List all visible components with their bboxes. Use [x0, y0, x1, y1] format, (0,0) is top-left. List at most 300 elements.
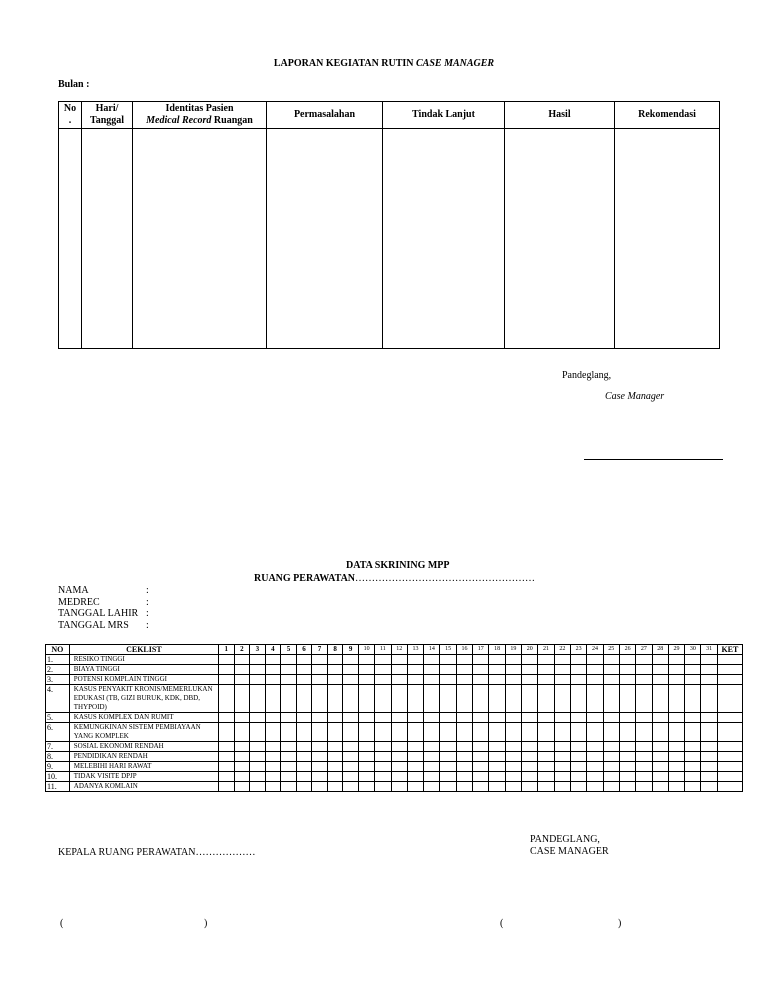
check-cell[interactable] [296, 772, 312, 782]
check-cell[interactable] [701, 713, 717, 723]
check-cell[interactable] [587, 685, 603, 713]
check-cell[interactable] [375, 675, 391, 685]
check-cell[interactable] [219, 772, 235, 782]
check-cell[interactable] [250, 713, 266, 723]
check-cell[interactable] [652, 782, 668, 792]
check-cell[interactable] [312, 772, 328, 782]
check-cell[interactable] [685, 665, 701, 675]
check-cell[interactable] [489, 675, 505, 685]
check-cell[interactable] [636, 655, 652, 665]
check-cell[interactable] [456, 665, 472, 675]
check-cell[interactable] [281, 742, 297, 752]
check-cell[interactable] [327, 752, 343, 762]
report-cell[interactable] [505, 129, 615, 349]
check-cell[interactable] [522, 685, 538, 713]
check-cell[interactable] [265, 772, 281, 782]
check-cell[interactable] [391, 782, 407, 792]
check-cell[interactable] [296, 723, 312, 742]
check-cell[interactable] [391, 713, 407, 723]
check-cell[interactable] [685, 772, 701, 782]
check-cell[interactable] [554, 723, 570, 742]
check-cell[interactable] [219, 762, 235, 772]
check-cell[interactable] [312, 742, 328, 752]
check-cell[interactable] [685, 762, 701, 772]
check-cell[interactable] [554, 675, 570, 685]
check-cell[interactable] [668, 762, 684, 772]
check-cell[interactable] [636, 723, 652, 742]
check-cell[interactable] [281, 655, 297, 665]
check-cell[interactable] [456, 713, 472, 723]
check-cell[interactable] [636, 782, 652, 792]
check-cell[interactable] [440, 675, 456, 685]
check-cell[interactable] [456, 655, 472, 665]
check-cell[interactable] [668, 713, 684, 723]
check-cell[interactable] [603, 713, 619, 723]
check-cell[interactable] [554, 685, 570, 713]
check-cell[interactable] [391, 762, 407, 772]
check-cell[interactable] [522, 782, 538, 792]
check-cell[interactable] [619, 723, 635, 742]
check-cell[interactable] [473, 723, 489, 742]
check-cell[interactable] [489, 742, 505, 752]
check-cell[interactable] [281, 675, 297, 685]
check-cell[interactable] [652, 665, 668, 675]
check-cell[interactable] [424, 772, 440, 782]
check-cell[interactable] [250, 723, 266, 742]
check-cell[interactable] [668, 752, 684, 762]
check-cell[interactable] [250, 762, 266, 772]
check-cell[interactable] [538, 685, 554, 713]
check-cell[interactable] [554, 655, 570, 665]
check-cell[interactable] [522, 772, 538, 782]
check-cell[interactable] [652, 752, 668, 762]
check-cell[interactable] [312, 782, 328, 792]
check-cell[interactable] [424, 782, 440, 792]
check-cell[interactable] [570, 742, 586, 752]
check-cell[interactable] [456, 723, 472, 742]
check-cell[interactable] [265, 685, 281, 713]
check-cell[interactable] [424, 655, 440, 665]
check-cell[interactable] [281, 762, 297, 772]
check-cell[interactable] [265, 723, 281, 742]
check-cell[interactable] [407, 762, 423, 772]
check-cell[interactable] [554, 752, 570, 762]
check-cell[interactable] [265, 762, 281, 772]
check-cell[interactable] [603, 723, 619, 742]
ket-cell[interactable] [717, 762, 742, 772]
check-cell[interactable] [473, 782, 489, 792]
check-cell[interactable] [505, 665, 521, 675]
check-cell[interactable] [281, 752, 297, 762]
report-cell[interactable] [615, 129, 720, 349]
check-cell[interactable] [265, 675, 281, 685]
check-cell[interactable] [358, 655, 374, 665]
check-cell[interactable] [570, 762, 586, 772]
check-cell[interactable] [603, 665, 619, 675]
check-cell[interactable] [603, 752, 619, 762]
check-cell[interactable] [234, 675, 250, 685]
check-cell[interactable] [343, 782, 359, 792]
check-cell[interactable] [538, 665, 554, 675]
check-cell[interactable] [652, 742, 668, 752]
check-cell[interactable] [250, 752, 266, 762]
check-cell[interactable] [440, 655, 456, 665]
check-cell[interactable] [327, 713, 343, 723]
check-cell[interactable] [375, 742, 391, 752]
check-cell[interactable] [668, 675, 684, 685]
check-cell[interactable] [424, 665, 440, 675]
check-cell[interactable] [219, 752, 235, 762]
check-cell[interactable] [234, 685, 250, 713]
check-cell[interactable] [407, 655, 423, 665]
check-cell[interactable] [652, 685, 668, 713]
check-cell[interactable] [456, 752, 472, 762]
check-cell[interactable] [391, 752, 407, 762]
check-cell[interactable] [473, 762, 489, 772]
check-cell[interactable] [619, 772, 635, 782]
check-cell[interactable] [685, 742, 701, 752]
check-cell[interactable] [685, 723, 701, 742]
check-cell[interactable] [603, 685, 619, 713]
check-cell[interactable] [327, 742, 343, 752]
check-cell[interactable] [424, 685, 440, 713]
check-cell[interactable] [407, 752, 423, 762]
check-cell[interactable] [668, 782, 684, 792]
check-cell[interactable] [685, 713, 701, 723]
check-cell[interactable] [375, 762, 391, 772]
ket-cell[interactable] [717, 655, 742, 665]
check-cell[interactable] [440, 723, 456, 742]
check-cell[interactable] [250, 675, 266, 685]
check-cell[interactable] [636, 762, 652, 772]
check-cell[interactable] [327, 685, 343, 713]
check-cell[interactable] [701, 665, 717, 675]
report-cell[interactable] [59, 129, 82, 349]
check-cell[interactable] [358, 713, 374, 723]
check-cell[interactable] [505, 713, 521, 723]
ket-cell[interactable] [717, 713, 742, 723]
check-cell[interactable] [375, 772, 391, 782]
check-cell[interactable] [358, 772, 374, 782]
check-cell[interactable] [281, 685, 297, 713]
check-cell[interactable] [296, 762, 312, 772]
check-cell[interactable] [312, 685, 328, 713]
check-cell[interactable] [570, 655, 586, 665]
report-cell[interactable] [133, 129, 267, 349]
check-cell[interactable] [375, 782, 391, 792]
check-cell[interactable] [343, 665, 359, 675]
check-cell[interactable] [636, 742, 652, 752]
check-cell[interactable] [619, 655, 635, 665]
check-cell[interactable] [489, 752, 505, 762]
check-cell[interactable] [440, 752, 456, 762]
check-cell[interactable] [407, 675, 423, 685]
check-cell[interactable] [250, 772, 266, 782]
check-cell[interactable] [489, 782, 505, 792]
check-cell[interactable] [587, 675, 603, 685]
check-cell[interactable] [358, 675, 374, 685]
check-cell[interactable] [554, 665, 570, 675]
check-cell[interactable] [219, 742, 235, 752]
check-cell[interactable] [473, 665, 489, 675]
ket-cell[interactable] [717, 665, 742, 675]
check-cell[interactable] [668, 742, 684, 752]
check-cell[interactable] [587, 665, 603, 675]
check-cell[interactable] [522, 723, 538, 742]
check-cell[interactable] [619, 752, 635, 762]
check-cell[interactable] [505, 782, 521, 792]
check-cell[interactable] [219, 782, 235, 792]
check-cell[interactable] [668, 665, 684, 675]
check-cell[interactable] [343, 713, 359, 723]
check-cell[interactable] [327, 665, 343, 675]
check-cell[interactable] [668, 655, 684, 665]
check-cell[interactable] [570, 675, 586, 685]
check-cell[interactable] [473, 655, 489, 665]
check-cell[interactable] [265, 752, 281, 762]
check-cell[interactable] [358, 762, 374, 772]
check-cell[interactable] [685, 752, 701, 762]
check-cell[interactable] [440, 713, 456, 723]
check-cell[interactable] [456, 762, 472, 772]
check-cell[interactable] [538, 713, 554, 723]
check-cell[interactable] [391, 772, 407, 782]
check-cell[interactable] [473, 752, 489, 762]
check-cell[interactable] [424, 762, 440, 772]
check-cell[interactable] [701, 723, 717, 742]
check-cell[interactable] [538, 723, 554, 742]
check-cell[interactable] [505, 762, 521, 772]
check-cell[interactable] [538, 782, 554, 792]
check-cell[interactable] [701, 742, 717, 752]
check-cell[interactable] [358, 742, 374, 752]
check-cell[interactable] [619, 685, 635, 713]
check-cell[interactable] [701, 675, 717, 685]
check-cell[interactable] [619, 762, 635, 772]
check-cell[interactable] [636, 772, 652, 782]
check-cell[interactable] [407, 723, 423, 742]
check-cell[interactable] [456, 772, 472, 782]
check-cell[interactable] [636, 675, 652, 685]
check-cell[interactable] [587, 782, 603, 792]
check-cell[interactable] [219, 655, 235, 665]
check-cell[interactable] [701, 685, 717, 713]
check-cell[interactable] [554, 772, 570, 782]
check-cell[interactable] [407, 782, 423, 792]
ket-cell[interactable] [717, 723, 742, 742]
check-cell[interactable] [456, 685, 472, 713]
check-cell[interactable] [281, 713, 297, 723]
check-cell[interactable] [296, 742, 312, 752]
check-cell[interactable] [636, 665, 652, 675]
check-cell[interactable] [538, 655, 554, 665]
check-cell[interactable] [343, 742, 359, 752]
check-cell[interactable] [489, 685, 505, 713]
check-cell[interactable] [685, 655, 701, 665]
check-cell[interactable] [603, 742, 619, 752]
ket-cell[interactable] [717, 742, 742, 752]
check-cell[interactable] [327, 772, 343, 782]
check-cell[interactable] [234, 782, 250, 792]
check-cell[interactable] [505, 685, 521, 713]
check-cell[interactable] [587, 752, 603, 762]
check-cell[interactable] [619, 675, 635, 685]
check-cell[interactable] [538, 772, 554, 782]
check-cell[interactable] [440, 772, 456, 782]
check-cell[interactable] [473, 742, 489, 752]
check-cell[interactable] [265, 655, 281, 665]
check-cell[interactable] [343, 655, 359, 665]
check-cell[interactable] [619, 742, 635, 752]
check-cell[interactable] [250, 655, 266, 665]
check-cell[interactable] [327, 655, 343, 665]
check-cell[interactable] [685, 675, 701, 685]
check-cell[interactable] [407, 685, 423, 713]
check-cell[interactable] [570, 782, 586, 792]
check-cell[interactable] [636, 685, 652, 713]
report-cell[interactable] [82, 129, 133, 349]
report-cell[interactable] [383, 129, 505, 349]
check-cell[interactable] [554, 762, 570, 772]
ket-cell[interactable] [717, 772, 742, 782]
check-cell[interactable] [424, 713, 440, 723]
check-cell[interactable] [505, 752, 521, 762]
check-cell[interactable] [343, 723, 359, 742]
check-cell[interactable] [554, 782, 570, 792]
check-cell[interactable] [538, 762, 554, 772]
check-cell[interactable] [327, 762, 343, 772]
check-cell[interactable] [391, 655, 407, 665]
check-cell[interactable] [424, 752, 440, 762]
check-cell[interactable] [375, 723, 391, 742]
check-cell[interactable] [296, 655, 312, 665]
check-cell[interactable] [265, 665, 281, 675]
check-cell[interactable] [281, 665, 297, 675]
check-cell[interactable] [219, 713, 235, 723]
check-cell[interactable] [358, 752, 374, 762]
check-cell[interactable] [296, 685, 312, 713]
check-cell[interactable] [587, 655, 603, 665]
check-cell[interactable] [281, 782, 297, 792]
check-cell[interactable] [570, 752, 586, 762]
check-cell[interactable] [456, 782, 472, 792]
check-cell[interactable] [234, 655, 250, 665]
check-cell[interactable] [554, 713, 570, 723]
check-cell[interactable] [489, 713, 505, 723]
ket-cell[interactable] [717, 675, 742, 685]
check-cell[interactable] [522, 665, 538, 675]
check-cell[interactable] [701, 772, 717, 782]
check-cell[interactable] [587, 713, 603, 723]
check-cell[interactable] [652, 713, 668, 723]
check-cell[interactable] [685, 685, 701, 713]
check-cell[interactable] [391, 742, 407, 752]
check-cell[interactable] [701, 655, 717, 665]
check-cell[interactable] [219, 723, 235, 742]
check-cell[interactable] [375, 713, 391, 723]
check-cell[interactable] [250, 665, 266, 675]
check-cell[interactable] [327, 675, 343, 685]
check-cell[interactable] [522, 713, 538, 723]
check-cell[interactable] [375, 655, 391, 665]
check-cell[interactable] [281, 772, 297, 782]
check-cell[interactable] [265, 713, 281, 723]
check-cell[interactable] [234, 665, 250, 675]
check-cell[interactable] [636, 752, 652, 762]
check-cell[interactable] [391, 685, 407, 713]
check-cell[interactable] [312, 655, 328, 665]
check-cell[interactable] [424, 723, 440, 742]
check-cell[interactable] [570, 685, 586, 713]
check-cell[interactable] [358, 782, 374, 792]
check-cell[interactable] [570, 772, 586, 782]
check-cell[interactable] [375, 685, 391, 713]
check-cell[interactable] [234, 742, 250, 752]
check-cell[interactable] [603, 675, 619, 685]
check-cell[interactable] [636, 713, 652, 723]
check-cell[interactable] [343, 675, 359, 685]
check-cell[interactable] [296, 782, 312, 792]
check-cell[interactable] [522, 742, 538, 752]
check-cell[interactable] [407, 772, 423, 782]
check-cell[interactable] [234, 752, 250, 762]
check-cell[interactable] [489, 723, 505, 742]
check-cell[interactable] [456, 742, 472, 752]
check-cell[interactable] [327, 723, 343, 742]
ket-cell[interactable] [717, 752, 742, 762]
check-cell[interactable] [234, 772, 250, 782]
check-cell[interactable] [668, 723, 684, 742]
check-cell[interactable] [312, 675, 328, 685]
check-cell[interactable] [668, 685, 684, 713]
check-cell[interactable] [587, 762, 603, 772]
check-cell[interactable] [505, 772, 521, 782]
check-cell[interactable] [538, 752, 554, 762]
check-cell[interactable] [685, 782, 701, 792]
check-cell[interactable] [440, 762, 456, 772]
check-cell[interactable] [603, 782, 619, 792]
check-cell[interactable] [234, 762, 250, 772]
check-cell[interactable] [538, 675, 554, 685]
check-cell[interactable] [489, 772, 505, 782]
check-cell[interactable] [391, 723, 407, 742]
check-cell[interactable] [505, 723, 521, 742]
check-cell[interactable] [473, 675, 489, 685]
check-cell[interactable] [234, 723, 250, 742]
check-cell[interactable] [603, 762, 619, 772]
check-cell[interactable] [603, 655, 619, 665]
check-cell[interactable] [250, 742, 266, 752]
check-cell[interactable] [219, 675, 235, 685]
check-cell[interactable] [505, 675, 521, 685]
check-cell[interactable] [312, 665, 328, 675]
check-cell[interactable] [343, 752, 359, 762]
check-cell[interactable] [668, 772, 684, 782]
check-cell[interactable] [358, 723, 374, 742]
check-cell[interactable] [505, 655, 521, 665]
check-cell[interactable] [343, 772, 359, 782]
check-cell[interactable] [296, 675, 312, 685]
check-cell[interactable] [250, 685, 266, 713]
check-cell[interactable] [219, 665, 235, 675]
check-cell[interactable] [570, 723, 586, 742]
check-cell[interactable] [570, 713, 586, 723]
check-cell[interactable] [358, 685, 374, 713]
check-cell[interactable] [440, 742, 456, 752]
check-cell[interactable] [652, 675, 668, 685]
check-cell[interactable] [522, 762, 538, 772]
ket-cell[interactable] [717, 685, 742, 713]
